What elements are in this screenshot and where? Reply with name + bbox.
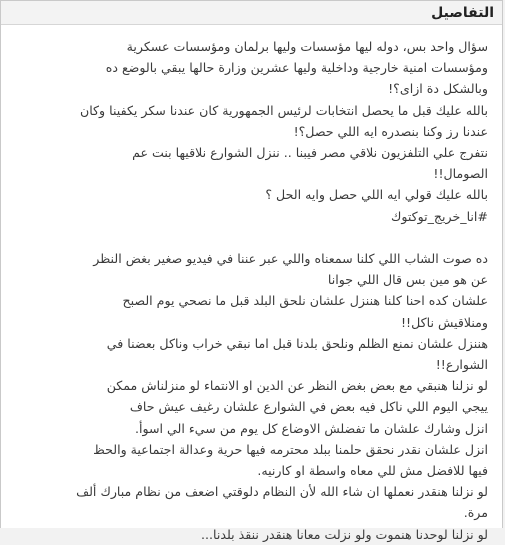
post-body [1, 25, 502, 545]
text-line: عن هو مين بس قال اللي جوانا [327, 272, 488, 288]
panel-header [1, 1, 502, 25]
text-line: لو نزلنا لوحدنا هنموت ولو نزلت معانا هنقدر ننقذ بلدنا... [201, 526, 488, 542]
text-line: فيها للافضل مش للي معاه واسطة او كارنيه. [257, 463, 488, 479]
paragraph-2 [13, 248, 488, 545]
text-line: ومنلاقيش ناكل!! [401, 314, 488, 330]
text-line: نتفرج علي التلفزيون نلاقي مصر فيبنا .. ننزل الشوارع نلاقيها بنت عم [132, 145, 488, 161]
text-line: علشان كده احنا كلنا هننزل علشان نلحق البلد قبل ما نصحي يوم الصبح [122, 293, 488, 309]
text-line: سؤال واحد بس، دوله ليها مؤسسات وليها برلمان ومؤسسات عسكرية [126, 39, 488, 54]
text-line: لو نزلنا هنقدر نعملها ان شاء الله لأن النظام دلوقتي اضعف من نظام مبارك ألف [76, 484, 488, 500]
text-line: لو نزلنا هنبقي مع بعض بغض النظر عن الدين او الانتماء لو منزلناش ممكن [106, 378, 488, 394]
panel-title: التفاصيل [431, 4, 494, 21]
text-line: هننزل علشان نمنع الظلم ونلحق بلدنا قبل اما نبقي خراب وناكل بعضنا في [106, 335, 488, 351]
paragraph-gap [13, 227, 488, 248]
text-line: انزل علشان نقدر نحقق حلمنا ببلد محترمه فيها حرية وعدالة اجتماعية والحظ [93, 441, 488, 457]
text-line: مرة. [463, 505, 488, 521]
paragraph-1 [13, 36, 488, 227]
text-line: بالله عليك قبل ما يحصل انتخابات لرئيس الجمهورية كان عندنا سكر يكفينا وكان [79, 102, 488, 118]
text-line: الشوارع!! [435, 357, 488, 373]
text-line: ييجي اليوم اللي ناكل فيه بعض في الشوارع علشان رغيف عيش حاف [129, 399, 488, 415]
text-line: وبالشكل دة ازاى؟! [388, 81, 488, 97]
text-line: الصومال!! [433, 166, 488, 182]
text-line: ده صوت الشاب اللي كلنا سمعناه واللي عبر عننا في فيديو صغير بغض النظر [93, 251, 488, 267]
text-line: عندنا رز وكنا بنصدره ايه اللي حصل؟! [293, 123, 488, 139]
text-line: انزل وشارك علشان ما تفضلش الاوضاع كل يوم من سيء الي اسوأ. [134, 420, 488, 436]
text-line: بالله عليك قولي ايه اللي حصل وايه الحل ؟ [265, 187, 488, 203]
text-line: ومؤسسات امنية خارجية وداخلية وليها عشرين وزارة حالها يبقي بالوضع ده [105, 60, 488, 76]
hashtag[interactable]: #انا_خريج_توكتوك [390, 208, 488, 224]
